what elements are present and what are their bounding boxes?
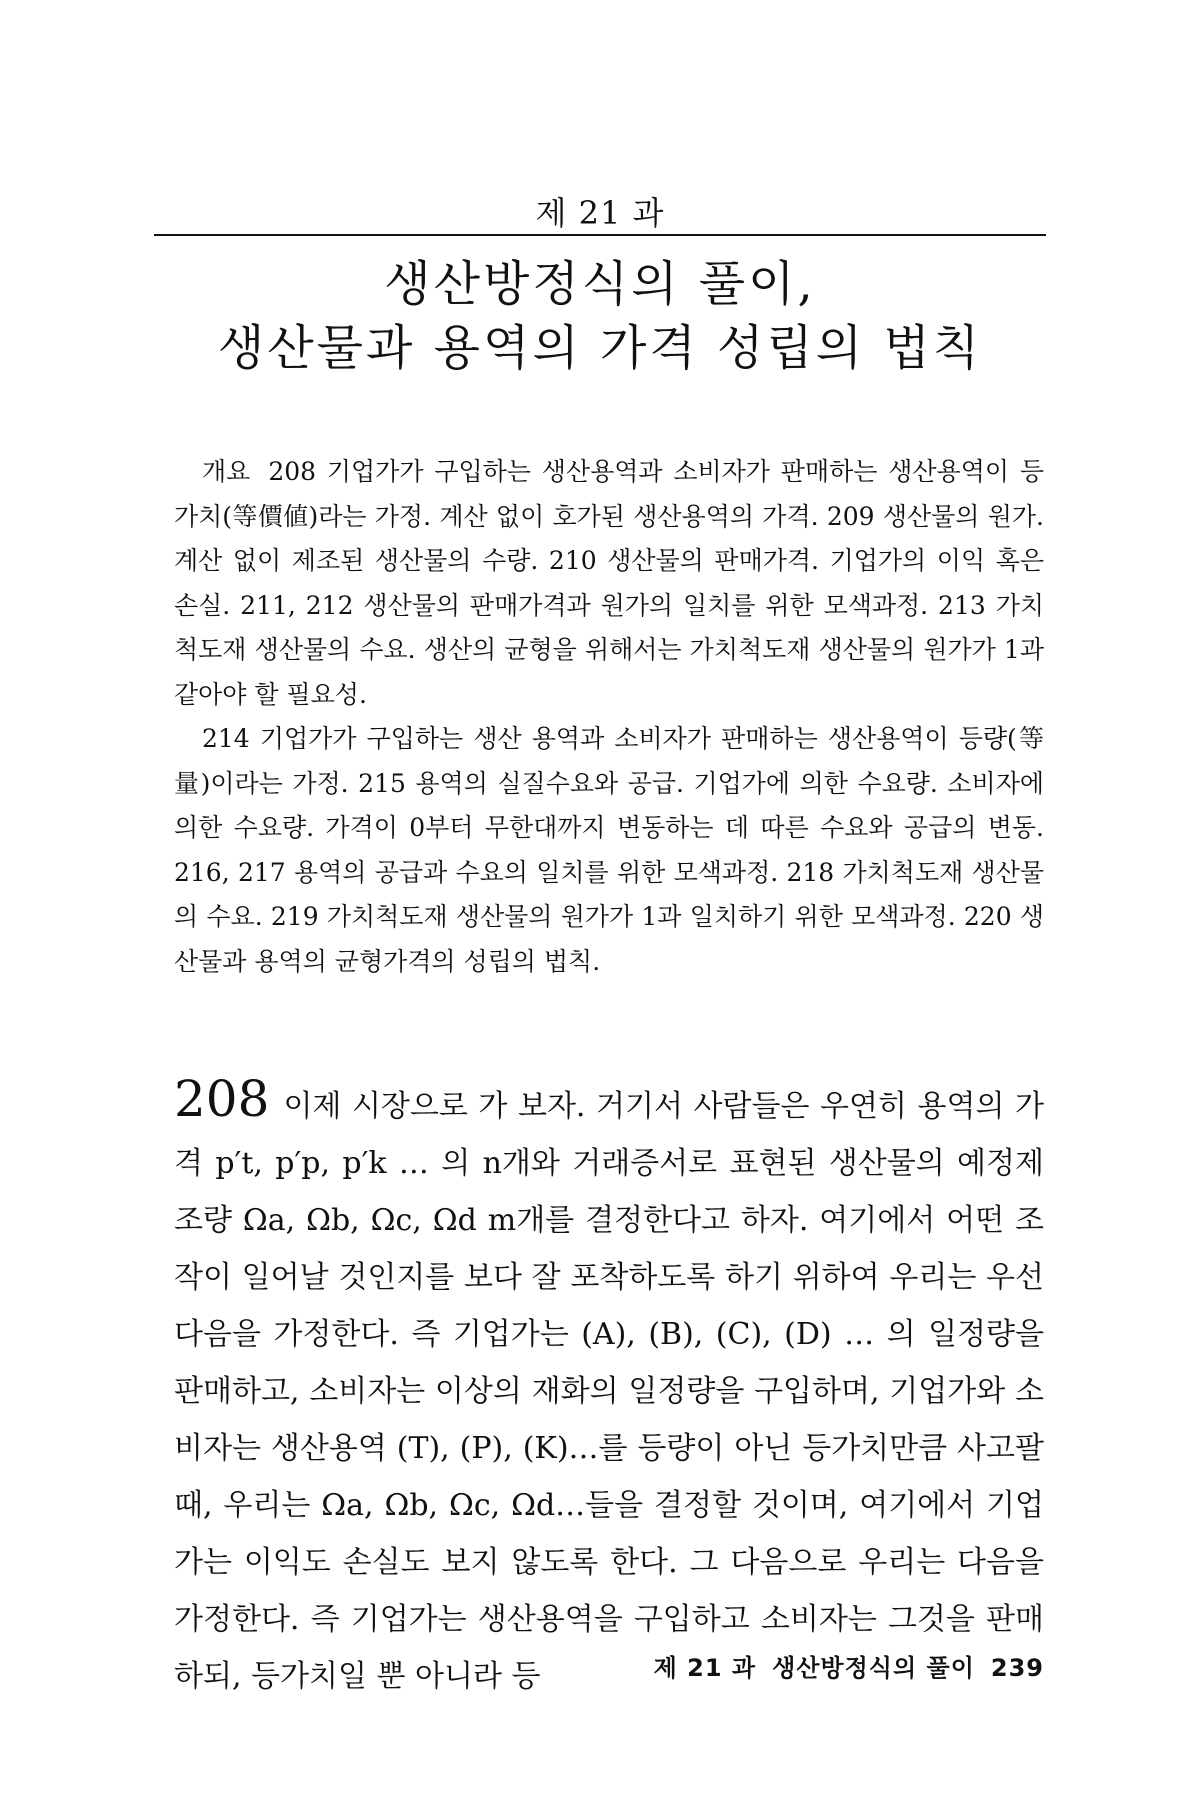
chapter-label: 제 21 과 bbox=[535, 194, 665, 232]
body-paragraph-text: 이제 시장으로 가 보자. 거기서 사람들은 우연히 용역의 가격 p′t, p′p, p′k … 의 n개와 거래증서로 표현된 생산물의 예정제조량 Ωa, Ωb, Ωc, Ωd m개를 결정한다고 하자. 여기에서 어떤 조작이 일어날 것인지를 보다 잘 포착하도록 하기 위하여 우리는 우선 다음을 가정한다. 즉 기업가는 (A), (B), (C), (D) … 의 일정량을 판매하고, 소비자는 이상의 재화의 일정량을 구입하며, 기업가와 소비자는 생산용역 (T), (P), (K)…를 등량이 아닌 등가치만큼 사고팔 때, 우리는 Ωa, Ωb, Ωc, Ωd…들을 결정할 것이며, 여기에서 기업가는 이익도 손실도 보지 않도록 한다. 그 다음으로 우리는 다음을 가정한다. 즉 기업가는 생산용역을 구입하고 소비자는 그것을 판매하되, 등가치일 뿐 아니라 등 bbox=[174, 1089, 1044, 1694]
summary-paragraph-1 bbox=[174, 450, 1044, 717]
chapter-summary bbox=[174, 450, 1044, 984]
summary-text-2: 214 기업가가 구입하는 생산 용역과 소비자가 판매하는 생산용역이 등량(等量)이라는 가정. 215 용역의 실질수요와 공급. 기업가에 의한 수요량. 소비자에 의한 수요량. 가격이 0부터 무한대까지 변동하는 데 따른 수요와 공급의 변동. 216, 217 용역의 공급과 수요의 일치를 위한 모색과정. 218 가치척도재 생산물의 수요. 219 가치척도재 생산물의 원가가 1과 일치하기 위한 모색과정. 220 생산물과 용역의 균형가격의 성립의 법칙. bbox=[174, 724, 1044, 976]
footer-running-title: 생산방정식의 풀이 bbox=[772, 1654, 975, 1682]
body-paragraph bbox=[174, 1070, 1044, 1705]
footer-chapter: 제 21 과 bbox=[653, 1654, 757, 1682]
summary-label: 개요 bbox=[202, 457, 251, 486]
title-divider bbox=[154, 234, 1046, 236]
chapter-title bbox=[0, 252, 1200, 380]
chapter-title-line-2: 생산물과 용역의 가격 성립의 법칙 bbox=[217, 320, 983, 376]
page-number: 239 bbox=[990, 1654, 1044, 1682]
summary-text-1: 208 기업가가 구입하는 생산용역과 소비자가 판매하는 생산용역이 등가치(等價値)라는 가정. 계산 없이 호가된 생산용역의 가격. 209 생산물의 원가. 계산 없이 제조된 생산물의 수량. 210 생산물의 판매가격. 기업가의 이익 혹은 손실. 211, 212 생산물의 판매가격과 원가의 일치를 위한 모색과정. 213 가치척도재 생산물의 수요. 생산의 균형을 위해서는 가치척도재 생산물의 원가가 1과 같아야 할 필요성. bbox=[174, 457, 1044, 709]
page-footer bbox=[174, 1648, 1044, 1683]
chapter-title-line-1: 생산방정식의 풀이, bbox=[384, 256, 816, 312]
paragraph-number: 208 bbox=[174, 1070, 270, 1128]
summary-paragraph-2 bbox=[174, 717, 1044, 984]
